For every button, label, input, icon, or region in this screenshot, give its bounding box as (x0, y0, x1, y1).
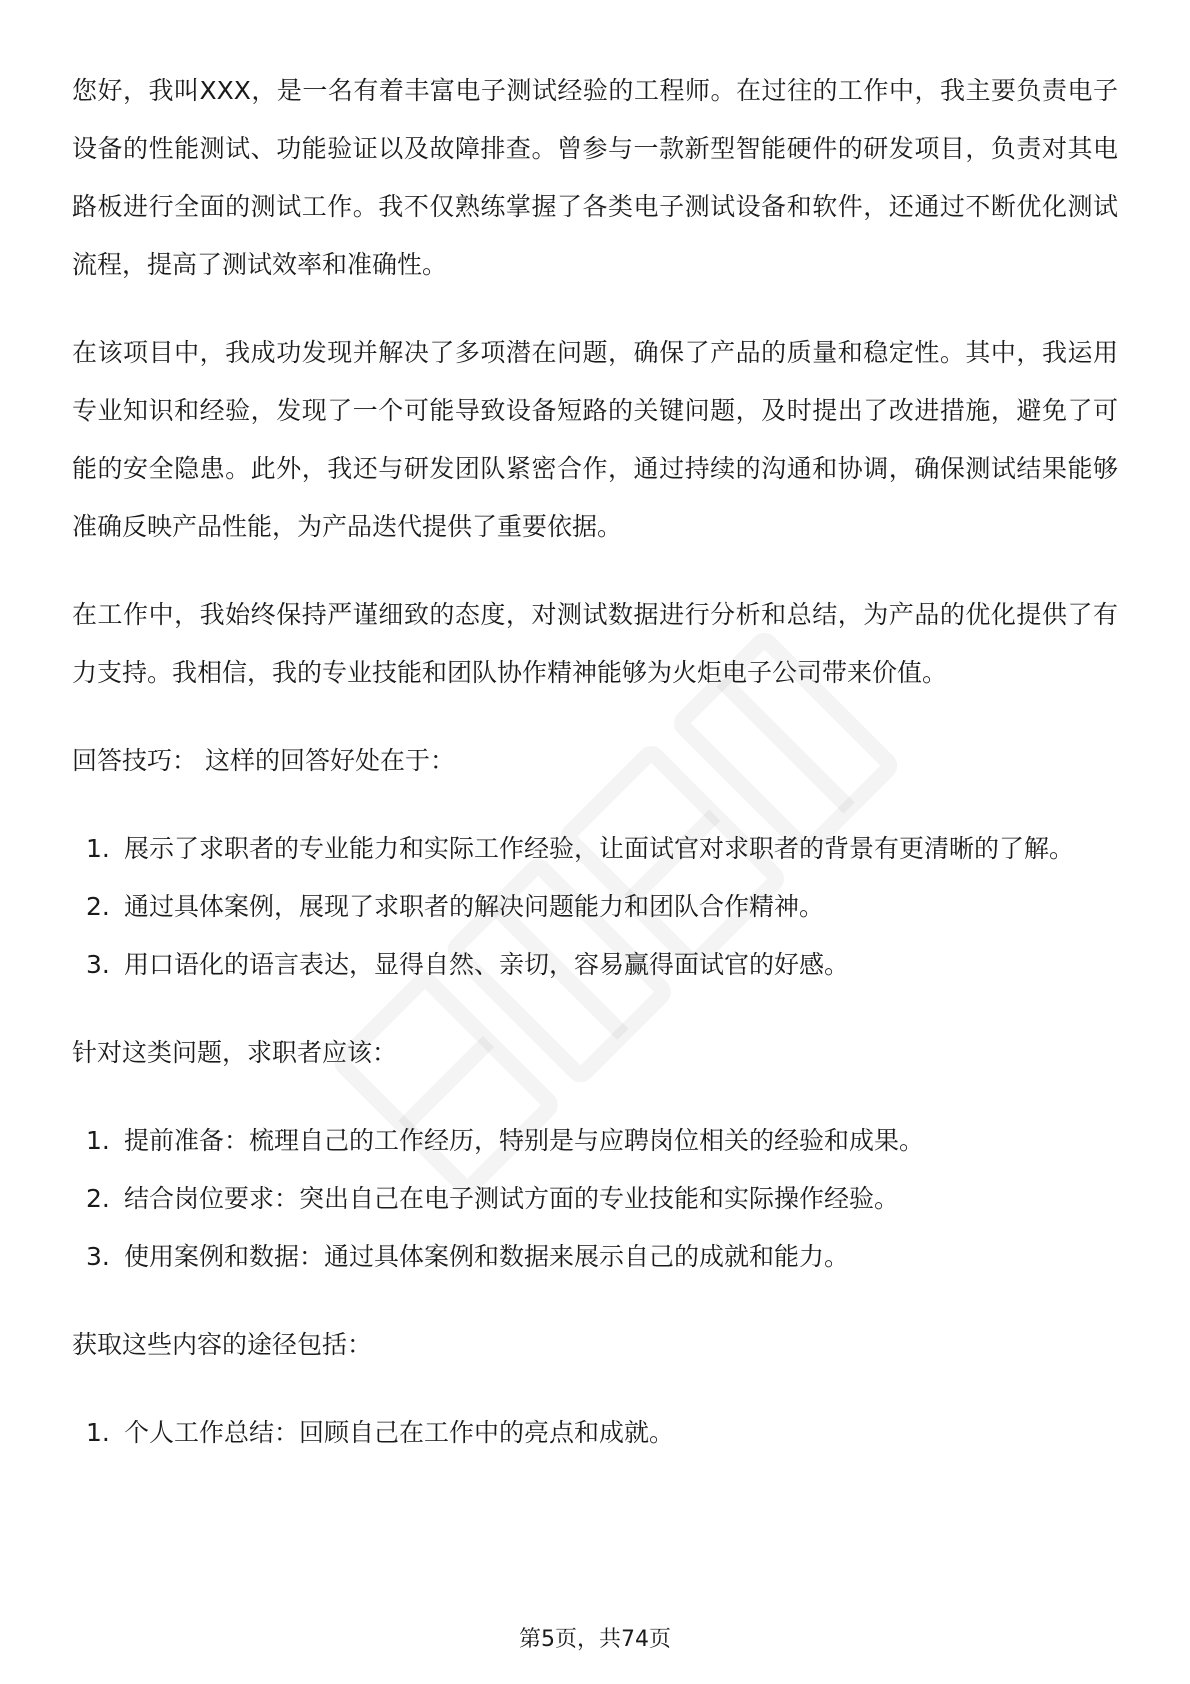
list-item (72, 1112, 1118, 1170)
list-text: 用口语化的语言表达，显得自然、亲切，容易赢得面试官的好感。 (124, 950, 850, 979)
paragraph-intro: 您好，我叫XXX，是一名有着丰富电子测试经验的工程师。在过往的工作中，我主要负责电子设备的性能测试、功能验证以及故障排查。曾参与一款新型智能硬件的研发项目，负责对其电路板进行全面的测试工作。我不仅熟练掌握了各类电子测试设备和软件，还通过不断优化测试流程，提高了测试效率和准确性。 (72, 76, 1118, 279)
page-number: 第5页，共74页 (519, 1627, 671, 1652)
document-body (72, 62, 1118, 1492)
list-number: 2. (86, 892, 110, 921)
sources-title: 获取这些内容的途径包括： (72, 1330, 373, 1359)
list-text: 结合岗位要求：突出自己在电子测试方面的专业技能和实际操作经验。 (124, 1184, 900, 1213)
advice-title: 针对这类问题，求职者应该： (72, 1038, 398, 1067)
sources-list (72, 1404, 1118, 1462)
paragraph-attitude: 在工作中，我始终保持严谨细致的态度，对测试数据进行分析和总结，为产品的优化提供了有力支持。我相信，我的专业技能和团队协作精神能够为火炬电子公司带来价值。 (72, 600, 1118, 687)
list-item (72, 1170, 1118, 1228)
list-number: 3. (86, 950, 110, 979)
advice-list (72, 1112, 1118, 1286)
list-item (72, 1404, 1118, 1462)
list-text: 个人工作总结：回顾自己在工作中的亮点和成就。 (124, 1418, 675, 1447)
list-number: 3. (86, 1242, 110, 1271)
tips-list (72, 820, 1118, 994)
list-number: 1. (86, 834, 110, 863)
list-number: 1. (86, 1126, 110, 1155)
list-text: 展示了求职者的专业能力和实际工作经验，让面试官对求职者的背景有更清晰的了解。 (124, 834, 1075, 863)
list-text: 提前准备：梳理自己的工作经历，特别是与应聘岗位相关的经验和成果。 (124, 1126, 925, 1155)
list-number: 1. (86, 1418, 110, 1447)
list-text: 使用案例和数据：通过具体案例和数据来展示自己的成就和能力。 (124, 1242, 850, 1271)
list-item (72, 878, 1118, 936)
list-text: 通过具体案例，展现了求职者的解决问题能力和团队合作精神。 (124, 892, 825, 921)
list-item (72, 820, 1118, 878)
list-number: 2. (86, 1184, 110, 1213)
paragraph-project: 在该项目中，我成功发现并解决了多项潜在问题，确保了产品的质量和稳定性。其中，我运用专业知识和经验，发现了一个可能导致设备短路的关键问题，及时提出了改进措施，避免了可能的安全隐患。此外，我还与研发团队紧密合作，通过持续的沟通和协调，确保测试结果能够准确反映产品性能，为产品迭代提供了重要依据。 (72, 338, 1118, 541)
tips-title: 回答技巧： 这样的回答好处在于： (72, 746, 455, 775)
list-item (72, 936, 1118, 994)
list-item (72, 1228, 1118, 1286)
